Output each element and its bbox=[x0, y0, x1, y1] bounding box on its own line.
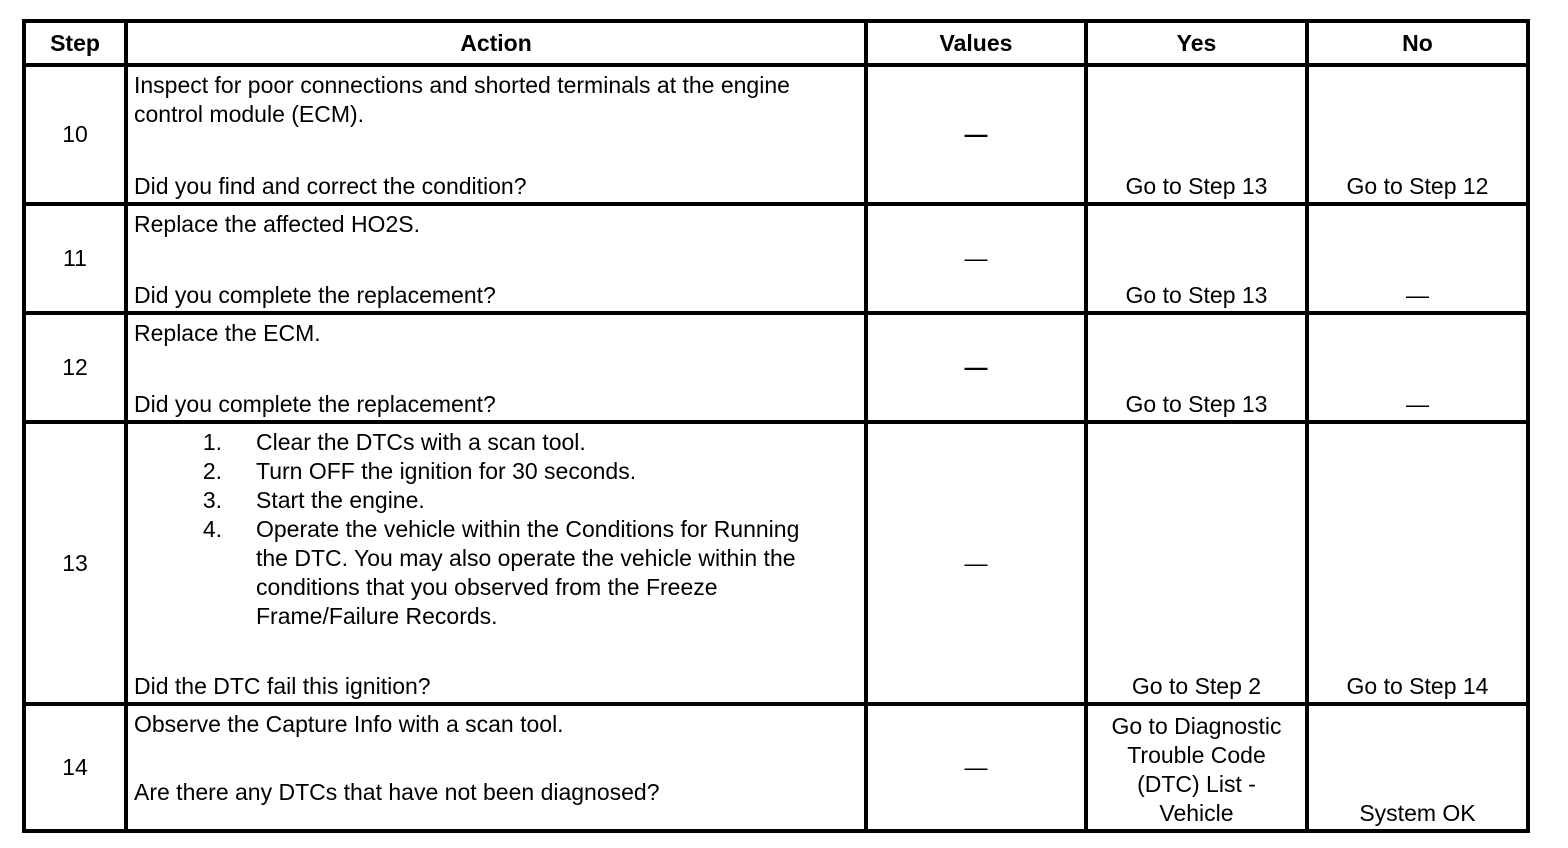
step-number: 10 bbox=[24, 65, 126, 204]
list-item-number: 1. bbox=[202, 429, 222, 455]
no-cell: — bbox=[1307, 313, 1528, 422]
yes-cell: Go to Step 13 bbox=[1086, 65, 1307, 204]
list-item-text: Clear the DTCs with a scan tool. bbox=[256, 429, 586, 455]
list-item-number: 3. bbox=[202, 487, 222, 513]
yes-cell: Go to Step 13 bbox=[1086, 204, 1307, 313]
header-values: Values bbox=[866, 21, 1086, 65]
table-row bbox=[24, 422, 1528, 704]
action-instruction: Replace the affected HO2S. bbox=[134, 211, 420, 237]
yes-cell: Go to Step 13 bbox=[1086, 313, 1307, 422]
header-no: No bbox=[1307, 21, 1528, 65]
list-item-text: Start the engine. bbox=[256, 487, 425, 513]
header-row bbox=[24, 21, 1528, 65]
header-step: Step bbox=[24, 21, 126, 65]
action-cell bbox=[126, 313, 866, 422]
action-cell bbox=[126, 65, 866, 204]
list-item-text: Turn OFF the ignition for 30 seconds. bbox=[256, 458, 637, 484]
header-yes: Yes bbox=[1086, 21, 1307, 65]
table-row bbox=[24, 313, 1528, 422]
no-cell: System OK bbox=[1307, 704, 1528, 831]
action-instruction: Observe the Capture Info with a scan tool. bbox=[134, 711, 564, 737]
list-item bbox=[134, 486, 858, 515]
step-number: 12 bbox=[24, 313, 126, 422]
list-item-number: 4. bbox=[202, 516, 222, 542]
no-cell: Go to Step 14 bbox=[1307, 422, 1528, 704]
action-question: Did the DTC fail this ignition? bbox=[134, 673, 431, 699]
action-instruction: Inspect for poor connections and shorted terminals at the engine control module (ECM). bbox=[134, 72, 790, 127]
action-question: Are there any DTCs that have not been diagnosed? bbox=[134, 779, 660, 805]
yes-cell: Go to Diagnostic Trouble Code (DTC) List - Vehicle bbox=[1086, 704, 1307, 831]
yes-cell: Go to Step 2 bbox=[1086, 422, 1307, 704]
values-cell: — bbox=[866, 313, 1086, 422]
values-cell: — bbox=[866, 704, 1086, 831]
header-action: Action bbox=[126, 21, 866, 65]
diagnostic-table bbox=[22, 19, 1530, 833]
action-cell bbox=[126, 422, 866, 704]
action-cell bbox=[126, 204, 866, 313]
action-question: Did you complete the replacement? bbox=[134, 391, 496, 417]
step-number: 11 bbox=[24, 204, 126, 313]
table-row bbox=[24, 704, 1528, 831]
action-instruction: Replace the ECM. bbox=[134, 320, 321, 346]
list-item-number: 2. bbox=[202, 458, 222, 484]
list-item-text: Operate the vehicle within the Conditions for Running the DTC. You may also operate the vehicle within the conditions that you observed from the Freeze Frame/Failure Records. bbox=[256, 516, 800, 629]
step-number: 14 bbox=[24, 704, 126, 831]
list-item bbox=[134, 457, 858, 486]
procedure-list bbox=[134, 428, 858, 631]
no-cell: Go to Step 12 bbox=[1307, 65, 1528, 204]
action-question: Did you complete the replacement? bbox=[134, 282, 496, 308]
values-cell: — bbox=[866, 204, 1086, 313]
values-cell: — bbox=[866, 65, 1086, 204]
table-row bbox=[24, 65, 1528, 204]
action-cell bbox=[126, 704, 866, 831]
no-cell: — bbox=[1307, 204, 1528, 313]
list-item bbox=[134, 428, 858, 457]
values-cell: — bbox=[866, 422, 1086, 704]
action-question: Did you find and correct the condition? bbox=[134, 173, 527, 199]
list-item bbox=[134, 515, 858, 631]
step-number: 13 bbox=[24, 422, 126, 704]
table-row bbox=[24, 204, 1528, 313]
